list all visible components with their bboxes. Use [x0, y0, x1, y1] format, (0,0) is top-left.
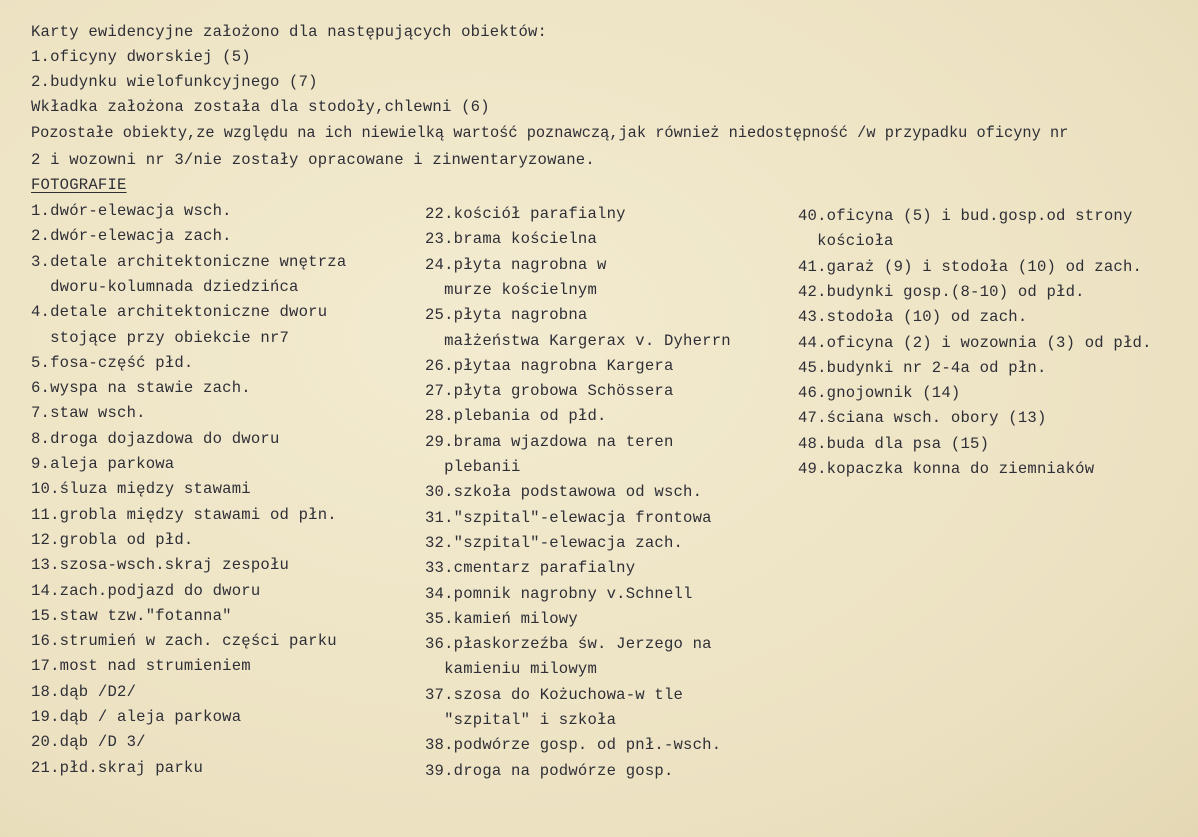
photo-list-item: 23.brama kościelna: [425, 230, 598, 249]
photo-list-item: 29.brama wjazdowa na teren: [425, 432, 674, 451]
photo-list-item: 27.płyta grobowa Schössera: [425, 382, 674, 401]
photo-list-item: 3.detale architektoniczne wnętrza: [31, 252, 347, 271]
photo-list-item: 41.garaż (9) i stodoła (10) od zach.: [798, 257, 1143, 276]
photo-list-item: 43.stodoła (10) od zach.: [798, 308, 1028, 327]
photo-list-item: 40.oficyna (5) i bud.gosp.od strony: [798, 207, 1133, 225]
photo-list-item: 7.staw wsch.: [31, 404, 146, 423]
photo-list-item: 6.wyspa na stawie zach.: [31, 379, 251, 398]
photo-list-item: 46.gnojownik (14): [798, 384, 961, 403]
photo-list-item: 19.dąb / aleja parkowa: [31, 708, 242, 726]
intro-line-6: 2 i wozowni nr 3/nie zostały opracowane i zinwentaryzowane.: [31, 151, 595, 169]
intro-line-4: Wkładka założona została dla stodoły,chlewni (6): [31, 98, 490, 116]
photo-list-item: 42.budynki gosp.(8-10) od płd.: [798, 282, 1085, 301]
photo-list-item: 20.dąb /D 3/: [31, 733, 146, 752]
photo-list-item: 10.śluza między stawami: [31, 480, 251, 499]
photo-list-item: 48.buda dla psa (15): [798, 434, 990, 453]
photo-list-item: plebanii: [425, 458, 521, 476]
photo-list-item: 37.szosa do Kożuchowa-w tle: [425, 685, 684, 704]
photo-list-item: 2.dwór-elewacja zach.: [31, 227, 232, 246]
photo-list-item: 14.zach.podjazd do dworu: [31, 581, 261, 600]
photo-list-item: 4.detale architektoniczne dworu: [31, 303, 328, 322]
photo-list-item: 8.droga dojazdowa do dworu: [31, 429, 280, 448]
photo-list-item: 22.kościół parafialny: [425, 205, 626, 223]
photo-list-item: 34.pomnik nagrobny v.Schnell: [425, 584, 693, 603]
photo-list-item: 38.podwórze gosp. od pnł.-wsch.: [425, 736, 722, 755]
photo-list-item: 13.szosa-wsch.skraj zespołu: [31, 556, 290, 575]
intro-line-2: 1.oficyny dworskiej (5): [31, 48, 251, 66]
photo-list-item: 49.kopaczka konna do ziemniaków: [798, 460, 1095, 478]
photo-list-item: 11.grobla między stawami od płn.: [31, 505, 337, 524]
photo-list-item: 33.cmentarz parafialny: [425, 559, 636, 578]
intro-line-1: Karty ewidencyjne założono dla następujących obiektów:: [31, 23, 548, 41]
photo-list-item: 32."szpital"-elewacja zach.: [425, 533, 684, 552]
section-title: FOTOGRAFIE: [31, 176, 127, 194]
photo-list-item: 45.budynki nr 2-4a od płn.: [798, 358, 1047, 377]
photo-list-item: 25.płyta nagrobna: [425, 306, 588, 325]
photo-list-item: 31."szpital"-elewacja frontowa: [425, 508, 712, 527]
photo-list-item: 36.płaskorzeźba św. Jerzego na: [425, 635, 712, 654]
photo-list-item: murze kościelnym: [425, 280, 598, 299]
photo-list-item: 9.aleja parkowa: [31, 455, 175, 473]
photo-list-item: "szpital" i szkoła: [425, 711, 617, 729]
photo-list-item: małżeństwa Kargerax v. Dyherrn: [425, 331, 731, 350]
photo-list-item: 26.płytaa nagrobna Kargera: [425, 356, 674, 375]
photo-list-item: 44.oficyna (2) i wozownia (3) od płd.: [798, 333, 1152, 352]
photo-list-item: 21.płd.skraj parku: [31, 758, 204, 777]
photo-list-item: 15.staw tzw."fotanna": [31, 606, 232, 625]
photo-list-item: 28.plebania od płd.: [425, 407, 607, 426]
photo-list-item: 1.dwór-elewacja wsch.: [31, 202, 232, 220]
photo-list-item: 47.ściana wsch. obory (13): [798, 409, 1047, 428]
photo-list-item: kościoła: [798, 232, 894, 251]
photo-list-item: 24.płyta nagrobna w: [425, 255, 607, 274]
photo-list-item: 30.szkoła podstawowa od wsch.: [425, 483, 703, 502]
photo-list-item: 18.dąb /D2/: [31, 682, 137, 701]
photo-list-item: stojące przy obiekcie nr7: [31, 328, 290, 347]
intro-line-5: Pozostałe obiekty,ze względu na ich niewielką wartość poznawczą,jak również niedostępność /w przypadku oficyny nr: [31, 124, 1069, 142]
intro-line-3: 2.budynku wielofunkcyjnego (7): [31, 73, 318, 91]
photo-list-item: kamieniu milowym: [425, 660, 598, 679]
photo-list-item: 12.grobla od płd.: [31, 530, 194, 549]
photo-list-item: dworu-kolumnada dziedzińca: [31, 277, 299, 296]
photo-list-item: 17.most nad strumieniem: [31, 657, 251, 676]
photo-list-item: 16.strumień w zach. części parku: [31, 632, 337, 651]
photo-list-item: 5.fosa-część płd.: [31, 353, 194, 372]
photo-list-item: 39.droga na podwórze gosp.: [425, 761, 674, 780]
photo-list-item: 35.kamień milowy: [425, 609, 578, 628]
